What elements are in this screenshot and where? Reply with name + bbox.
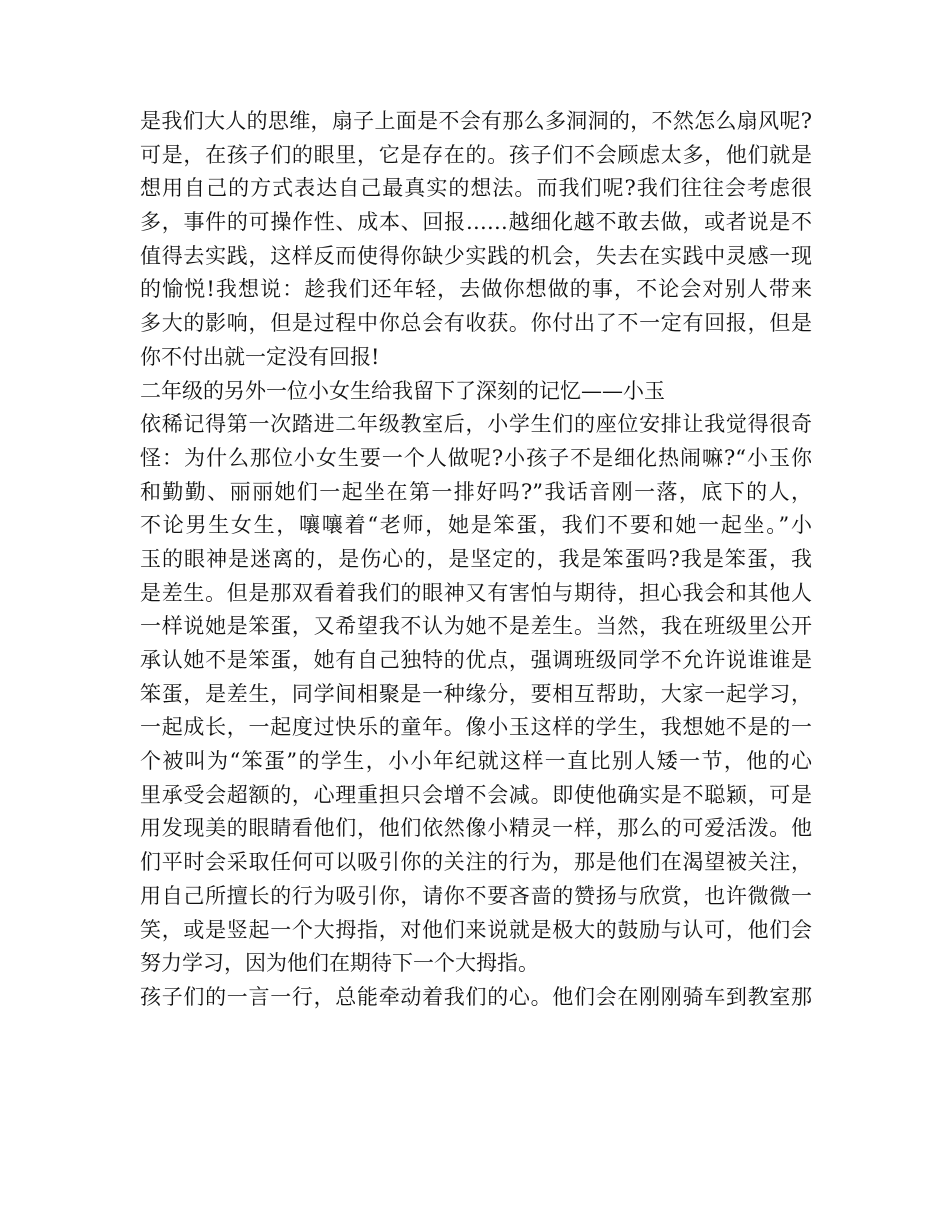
text-line: 承认她不是笨蛋，她有自己独特的优点，强调班级同学不允许说谁谁是 <box>140 648 812 672</box>
text-line: 一样说她是笨蛋，又希望我不认为她不是差生。当然，我在班级里公开 <box>140 614 812 639</box>
text-line: 用自己所擅长的行为吸引你，请你不要吝啬的赞扬与欣赏，也许微微一 <box>140 883 812 908</box>
text-line: 个被叫为“笨蛋”的学生，小小年纪就这样一直比别人矮一节，他的心 <box>140 749 812 774</box>
text-line: 努力学习，因为他们在期待下一个大拇指。 <box>140 951 539 976</box>
text-line: 用发现美的眼睛看他们，他们依然像小精灵一样，那么的可爱活泼。他 <box>140 816 812 841</box>
text-line: 的愉悦!我想说：趁我们还年轻，去做你想做的事，不论会对别人带来 <box>140 277 812 302</box>
text-line: 是我们大人的思维，扇子上面是不会有那么多洞洞的，不然怎么扇风呢? <box>140 109 812 133</box>
text-line: 怪：为什么那位小女生要一个人做呢?小孩子不是细化热闹嘛?“小玉你 <box>140 445 812 470</box>
text-line: 是差生。但是那双看着我们的眼神又有害怕与期待，担心我会和其他人 <box>140 580 812 605</box>
text-line: 可是，在孩子们的眼里，它是存在的。孩子们不会顾虑太多，他们就是 <box>140 142 812 167</box>
text-line: 你不付出就一定没有回报! <box>140 344 380 369</box>
body-text <box>140 105 812 1015</box>
text-line: 笨蛋，是差生，同学间相聚是一种缘分，要相互帮助，大家一起学习， <box>140 681 812 706</box>
text-line: 想用自己的方式表达自己最真实的想法。而我们呢?我们往往会考虑很 <box>140 176 812 201</box>
text-line: 里承受会超额的，心理重担只会增不会减。即使他确实是不聪颖，可是 <box>140 782 812 807</box>
text-line: 依稀记得第一次踏进二年级教室后，小学生们的座位安排让我觉得很奇 <box>140 412 812 437</box>
text-line: 一起成长，一起度过快乐的童年。像小玉这样的学生，我想她不是的一 <box>140 715 812 740</box>
text-line: 们平时会采取任何可以吸引你的关注的行为，那是他们在渴望被关注， <box>140 850 812 875</box>
text-line: 不论男生女生，嚷嚷着“老师，她是笨蛋，我们不要和她一起坐。”小 <box>140 513 812 538</box>
text-line: 和勤勤、丽丽她们一起坐在第一排好吗?”我话音刚一落，底下的人， <box>140 479 812 504</box>
text-line: 二年级的另外一位小女生给我留下了深刻的记忆——小玉 <box>140 378 665 403</box>
text-line: 多大的影响，但是过程中你总会有收获。你付出了不一定有回报，但是 <box>140 311 812 336</box>
text-line: 笑，或是竖起一个大拇指，对他们来说就是极大的鼓励与认可，他们会 <box>140 917 812 942</box>
text-line: 玉的眼神是迷离的，是伤心的，是坚定的，我是笨蛋吗?我是笨蛋，我 <box>140 546 812 571</box>
text-line: 值得去实践，这样反而使得你缺少实践的机会，失去在实践中灵感一现 <box>140 243 812 268</box>
text-line: 孩子们的一言一行，总能牵动着我们的心。他们会在刚刚骑车到教室那 <box>140 984 812 1009</box>
text-line: 多，事件的可操作性、成本、回报……越细化越不敢去做，或者说是不 <box>140 210 812 235</box>
